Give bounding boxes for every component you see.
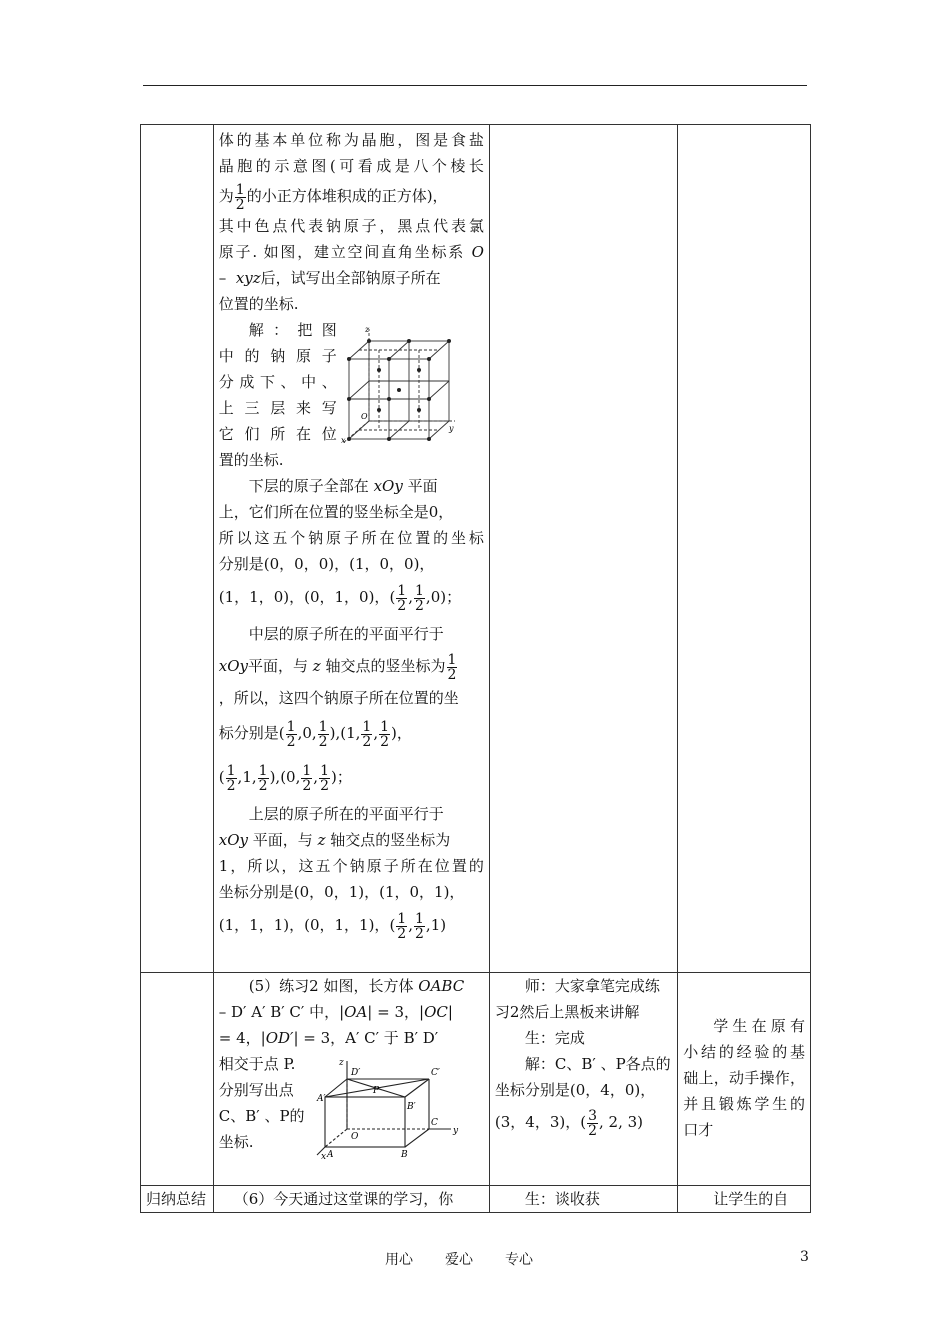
text-line: (1，1，0)，(0，1，0)，( $\frac{1}{2}$ , $\frac{1}{2}$ ,0)；: [218, 582, 462, 614]
text-line: ( $\frac{1}{2}$ ,1, $\frac{1}{2}$ ),(0, $\frac{1}{2}$ , $\frac{1}{2}$ )；: [218, 762, 352, 794]
text-line: 上，它们所在位置的竖坐标全是0，: [218, 503, 454, 521]
content-cell: [213, 125, 489, 973]
text-line: (5）练习2 如图，长方体 OABC: [248, 977, 465, 995]
coord-0-half-half: (0, $\frac{1}{2}$ , $\frac{1}{2}$ ): [280, 762, 337, 794]
text-line: 标分别是( $\frac{1}{2}$ ,0, $\frac{1}{2}$ ),(1, $\frac{1}{2}$ , $\frac{1}{2}$ )，: [218, 718, 412, 750]
vertex-label-B: B: [400, 1150, 408, 1160]
header-rule: [143, 85, 807, 86]
text-line: 中层的原子所在的平面平行于: [248, 625, 444, 643]
text-line: (1，1，1)，(0，1，1)，( $\frac{1}{2}$ , $\frac{1}{2}$ ,1): [218, 910, 447, 942]
exercise-with-figure: 相交于点 P. 分别写出点 C、B′ 、P的 坐标. z y x O A B C D′ C′ A′ B′ P: [219, 1051, 484, 1161]
salt-crystal-cube-figure: [337, 325, 457, 445]
text-line: 为 $\frac{1}{2}$ 的小正方体堆积成的正方体)，: [218, 181, 448, 213]
lesson-table: [140, 124, 811, 1213]
text-line: 其中色点代表钠原子，黑点代表氯: [218, 217, 484, 235]
origin-label: O: [360, 412, 368, 421]
stage-cell: 归纳总结: [141, 1186, 214, 1213]
axis-label-x: x: [320, 1152, 326, 1162]
text-line: xOy 平面，与 z 轴交点的竖坐标为: [218, 831, 451, 849]
text-line: xOy平面，与 z 轴交点的竖坐标为 $\frac{1}{2}$: [218, 651, 457, 683]
stage-cell: [141, 125, 214, 973]
fraction-half: $\frac{1}{2}$: [447, 651, 457, 683]
fraction-half: $\frac{1}{2}$: [235, 181, 245, 213]
vertex-label-C: C: [430, 1118, 438, 1128]
axis-label-y: y: [448, 424, 454, 433]
vertex-label-A: A: [326, 1150, 334, 1160]
coord-half-half-1: ( $\frac{1}{2}$ , $\frac{1}{2}$ ,1): [389, 910, 447, 942]
point-label-P: P: [372, 1086, 379, 1096]
axis-label-y: y: [452, 1126, 458, 1136]
text-line: 上层的原子所在的平面平行于: [248, 805, 444, 823]
coord-three-half: ( $\frac{3}{2}$ , 2, 3): [580, 1107, 644, 1139]
coord-half-1-half: ( $\frac{1}{2}$ ,1, $\frac{1}{2}$ ): [218, 762, 276, 794]
text-line: 原子. 如图，建立空间直角坐标系 O: [218, 243, 484, 261]
teacher-student-cell: 生：谈收获: [489, 1186, 677, 1213]
axis-label-z: z: [364, 325, 369, 334]
content-cell: （6）今天通过这堂课的学习，你: [213, 1186, 489, 1213]
intent-cell: 让学生的自: [678, 1186, 811, 1213]
table-row-summary: [141, 1186, 811, 1213]
text-line: ，所以，这四个钠原子所在位置的坐: [218, 689, 459, 707]
text-line: 下层的原子全部在 xOy 平面: [248, 477, 438, 495]
teacher-student-cell: 师：大家拿笔完成练 习2然后上黑板来讲解 生：完成 解：C、B′ 、P各点的 坐标分别是(0，4，0)， (3，4，3)，( $\frac{3}{2}$ , 2, 3): [489, 973, 677, 1186]
text-line: (3，4，3)，( $\frac{3}{2}$ , 2, 3): [494, 1107, 644, 1139]
coord-1-half-half: (1, $\frac{1}{2}$ , $\frac{1}{2}$ ): [340, 718, 397, 750]
coord-half-half-0: ( $\frac{1}{2}$ , $\frac{1}{2}$ ,0): [389, 582, 447, 614]
text-line: 1，所以，这五个钠原子所在位置的: [218, 857, 484, 875]
text-line: 位置的坐标.: [218, 295, 299, 313]
text-line: – xyz后，试写出全部钠原子所在: [218, 269, 441, 287]
table-row-exercise: [141, 973, 811, 1186]
text-line: 所以这五个钠原子所在位置的坐标: [218, 529, 484, 547]
vertex-label-D1: D′: [350, 1068, 361, 1078]
origin-label: O: [350, 1132, 359, 1142]
axis-label-x: x: [340, 436, 346, 445]
cuboid-figure: [316, 1055, 464, 1162]
coord-half-0-half: ( $\frac{1}{2}$ ,0, $\frac{1}{2}$ ): [278, 718, 336, 750]
page-number: 3: [800, 1249, 809, 1265]
text-line: 体的基本单位称为晶胞，图是食盐: [218, 131, 484, 149]
teacher-student-cell: [489, 125, 677, 973]
text-line: 坐标分别是(0，0，1)，(1，0，1)，: [218, 883, 465, 901]
vertex-label-C1: C′: [430, 1068, 440, 1078]
text-line: 晶胞的示意图(可看成是八个棱长: [218, 157, 484, 175]
intent-cell: [678, 125, 811, 973]
intent-cell: 学生在原有 小结的经验的基 础上，动手操作， 并且锻炼学生的 口才: [678, 973, 811, 1186]
table-row-example: [141, 125, 811, 973]
axis-label-z: z: [338, 1058, 344, 1068]
solution-with-figure: 解：把图 中的钠原子 分成下、中、 上三层来写 它们所在位 置的坐标. z y x O: [219, 317, 484, 473]
stage-cell: [141, 973, 214, 1186]
vertex-label-B1: B′: [406, 1102, 416, 1112]
vertex-label-A1: A′: [316, 1094, 326, 1104]
text-line: 分别是(0，0，0)，(1，0，0)，: [218, 555, 435, 573]
content-cell: [213, 973, 489, 1186]
text-line: = 4，|OD′| = 3，A′ C′ 于 B′ D′: [218, 1029, 439, 1047]
footer-motto: 用心 爱心 专心: [385, 1252, 533, 1268]
text-line: – D′ A′ B′ C′ 中，|OA| = 3，|OC|: [218, 1003, 453, 1021]
